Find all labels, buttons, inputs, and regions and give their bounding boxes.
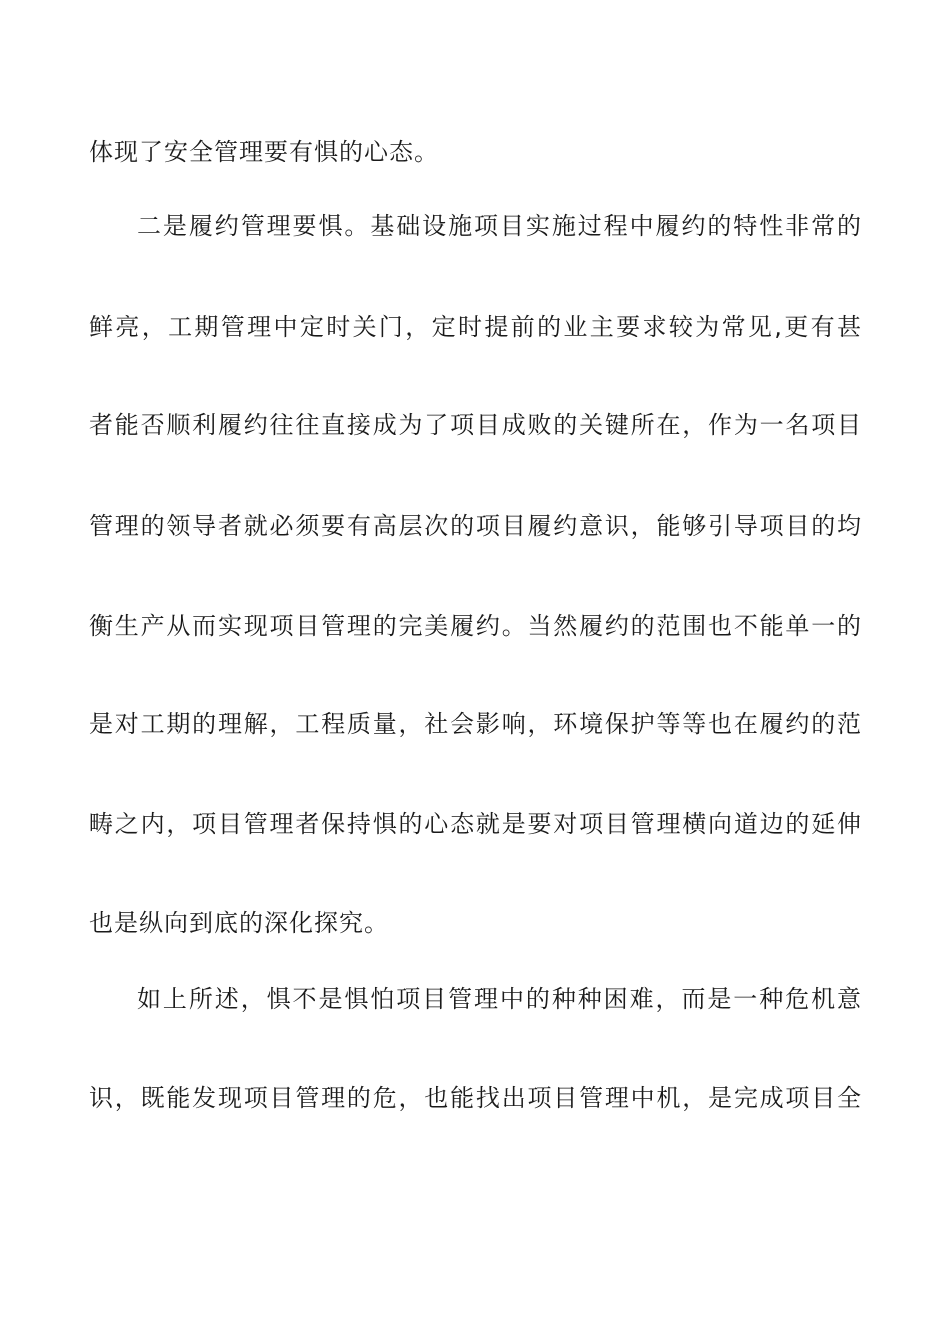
- text-line-1: 体现了安全管理要有惧的心态。: [89, 138, 439, 166]
- text-line-11: 识，既能发现项目管理的危，也能找出项目管理中机，是完成项目全: [89, 1084, 861, 1112]
- text-line-9: 也是纵向到底的深化探究。: [89, 909, 389, 937]
- text-line-7: 是对工期的理解，工程质量，社会影响，环境保护等等也在履约的范: [89, 710, 861, 738]
- text-line-2: 二是履约管理要惧。基础设施项目实施过程中履约的特性非常的: [137, 212, 861, 240]
- text-line-6: 衡生产从而实现项目管理的完美履约。当然履约的范围也不能单一的: [89, 612, 861, 640]
- text-line-5: 管理的领导者就必须要有高层次的项目履约意识，能够引导项目的均: [89, 512, 861, 540]
- text-line-10: 如上所述，惧不是惧怕项目管理中的种种困难，而是一种危机意: [137, 985, 861, 1013]
- text-line-8: 畴之内，项目管理者保持惧的心态就是要对项目管理横向道边的延伸: [89, 810, 861, 838]
- text-line-3: 鲜亮，工期管理中定时关门，定时提前的业主要求较为常见,更有甚: [89, 313, 861, 341]
- text-line-4: 者能否顺利履约往往直接成为了项目成败的关键所在，作为一名项目: [89, 411, 861, 439]
